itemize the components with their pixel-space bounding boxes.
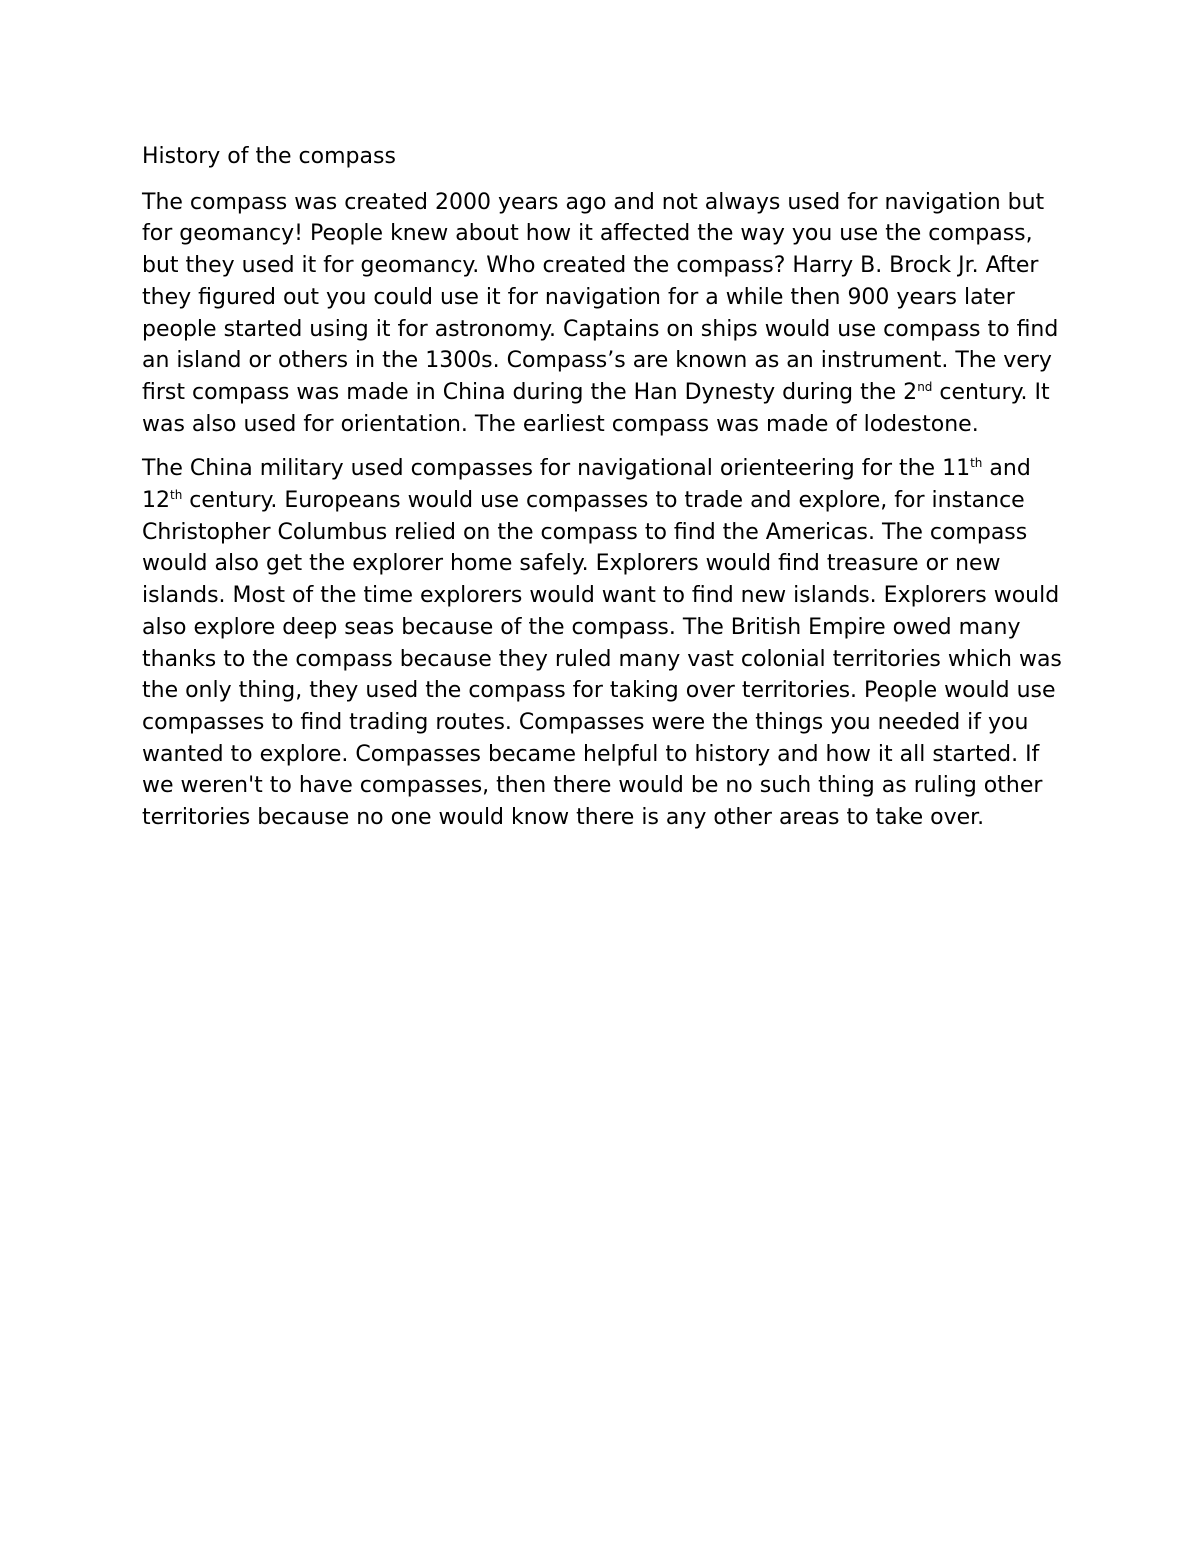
paragraph-2-superscript-2: th (170, 488, 183, 503)
paragraph-2-text-b: and 12 (142, 456, 1031, 514)
paragraph-2-text-a: The China military used compasses for navigational orienteering for the 11 (142, 456, 971, 482)
paragraph-2-superscript-1: th (970, 456, 983, 471)
paragraph-1-text-b: century. It was also used for orientation. The earliest compass was made of lodestone. (142, 379, 1050, 437)
paragraph-1 (142, 187, 1072, 441)
paragraph-1-superscript: nd (917, 379, 933, 394)
document-body (142, 141, 1072, 847)
paragraph-2 (142, 453, 1072, 833)
document-title: History of the compass (142, 144, 396, 169)
paragraph-1-text-a: The compass was created 2000 years ago and not always used for navigation but for geomancy! People knew about how it affected the way you use the compass, but they used it for geomancy. Who created the compass? Harry B. Brock Jr. After they figured out you could use it for navigation for a while then 900 years later people started using it for astronomy. Captains on ships would use compass to find an island or others in the 1300s. Compass’s are known as an instrument. The very first compass was made in China during the Han Dynesty during the 2 (142, 189, 1059, 405)
paragraph-2-text-c: century. Europeans would use compasses to trade and explore, for instance Christopher Columbus relied on the compass to find the Americas. The compass would also get the explorer home safely. Explorers would find treasure or new islands. Most of the time explorers would want to find new islands. Explorers would also explore deep seas because of the compass. The British Empire owed many thanks to the compass because they ruled many vast colonial territories which was the only thing, they used the compass for taking over territories. People would use compasses to find trading routes. Compasses were the things you needed if you wanted to explore. Compasses became helpful to history and how it all started. If we weren't to have compasses, then there would be no such thing as ruling other territories because no one would know there is any other areas to take over. (142, 488, 1062, 831)
